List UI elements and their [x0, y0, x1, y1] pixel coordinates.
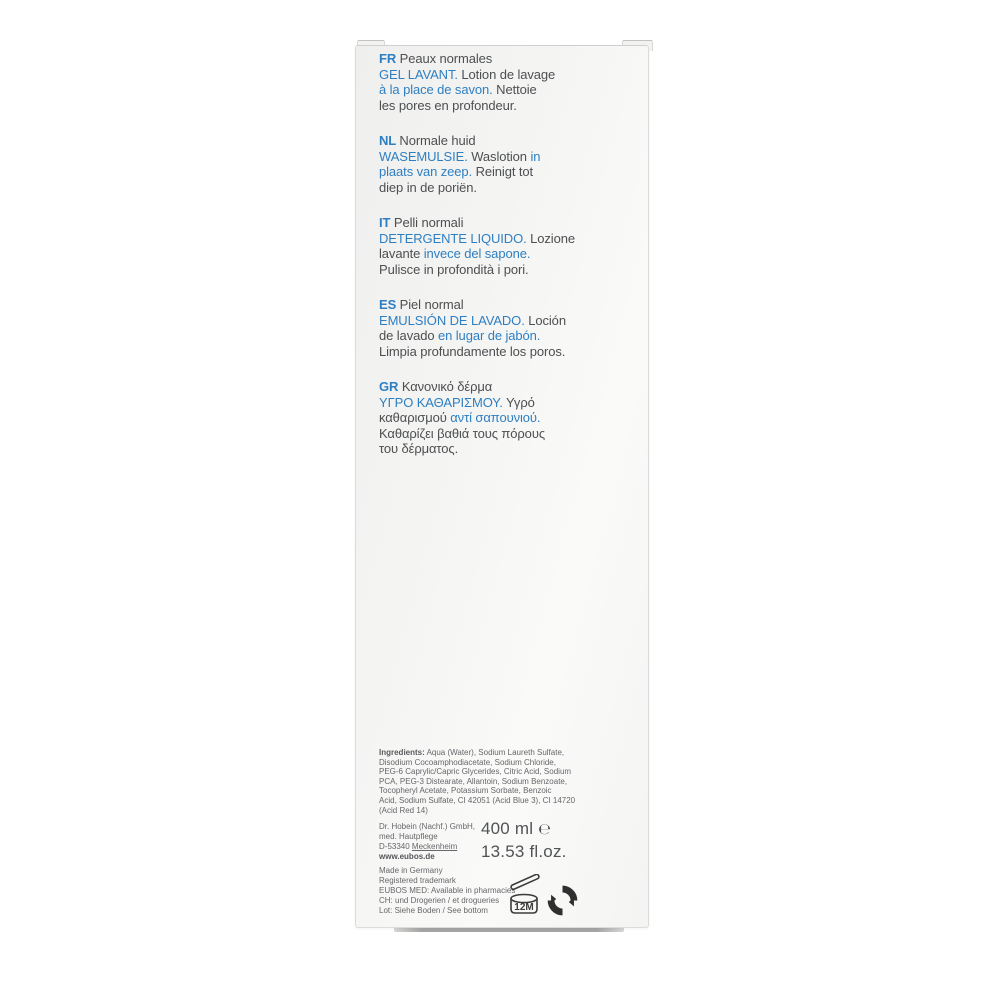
manufacturer-city-name: Meckenheim [411, 841, 458, 851]
footer-line: Lot: Siehe Boden / See bottom [379, 905, 488, 915]
manufacturer-address [379, 822, 475, 862]
ingredients-line: Disodium Cocoamphodiacetate, Sodium Chloride, [379, 757, 556, 767]
text-line [379, 231, 594, 247]
text-segment: Lotion de lavage [461, 66, 556, 82]
manufacturer-postcode: D-53340 [379, 841, 412, 851]
text-line [379, 246, 594, 262]
text-segment: DETERGENTE LIQUIDO. [379, 230, 531, 246]
language-code: ES [379, 297, 400, 312]
text-line [379, 426, 594, 442]
language-code: GR [379, 379, 402, 394]
language-block-es [379, 297, 594, 359]
ingredients-label: Ingredients: [379, 748, 425, 757]
ingredients-line: Acid, Sodium Sulfate, CI 42051 (Acid Blue 3), CI 14720 [379, 795, 576, 805]
ingredients-text: Aqua (Water), Sodium Laureth Sulfate, [424, 748, 565, 757]
manufacturer-name: Dr. Hobein (Nachf.) GmbH, [379, 822, 476, 831]
text-segment: Nettoie [496, 82, 537, 97]
language-code: NL [379, 133, 400, 148]
text-line [379, 297, 594, 313]
footer-line: Registered trademark [379, 875, 456, 885]
ingredients-section [379, 748, 589, 815]
text-segment: WASEMULSIE. [379, 148, 472, 164]
text-segment: Limpia profundamente los poros. [379, 343, 566, 359]
language-blocks [379, 51, 594, 477]
volume-metric [481, 818, 567, 841]
text-segment: Waslotion [471, 148, 531, 164]
text-segment: les pores en profondeur. [379, 97, 517, 113]
text-line [379, 51, 594, 67]
text-segment: Κανονικό δέρμα [401, 379, 493, 394]
text-segment: lavante [379, 246, 424, 261]
estimated-sign: ℮ [538, 820, 552, 838]
text-line [379, 441, 594, 457]
text-segment: Peaux normales [399, 51, 493, 66]
text-segment: de lavado [379, 328, 438, 343]
text-segment: Piel normal [399, 297, 464, 312]
footer-small-print [379, 866, 515, 916]
manufacturer-dept: med. Hautpflege [379, 831, 438, 841]
text-segment: Lozione [530, 230, 575, 246]
text-segment: invece del sapone. [423, 246, 531, 261]
language-block-it [379, 215, 594, 277]
text-segment: ΥΓΡΟ ΚΑΘΑΡΙΣΜΟΥ. [379, 394, 506, 410]
text-segment: Loción [528, 312, 566, 328]
text-line [379, 133, 594, 149]
text-segment: Υγρό [505, 394, 535, 410]
text-segment: EMULSIÓN DE LAVADO. [379, 312, 529, 328]
text-line [379, 180, 594, 196]
text-segment: αντί σαπουνιού. [450, 410, 541, 425]
green-dot-recycling-icon [547, 885, 578, 916]
language-block-gr [379, 379, 594, 457]
ingredients-line: (Acid Red 14) [379, 805, 428, 815]
text-line [379, 379, 594, 395]
text-segment: Pulisce in profondità i pori. [379, 261, 529, 277]
text-line [379, 98, 594, 114]
ingredients-line: PEG-6 Caprylic/Capric Glycerides, Citric Acid, Sodium [379, 767, 572, 777]
text-line [379, 67, 594, 83]
text-line [379, 215, 594, 231]
text-segment: Καθαρίζει βαθιά τους πόρους [379, 425, 545, 441]
svg-text:12M: 12M [514, 902, 534, 913]
ingredients-line: PCA, PEG-3 Distearate, Allantoin, Sodium Benzoate, [379, 776, 568, 786]
text-segment: à la place de savon. [379, 82, 497, 97]
text-segment: Reinigt tot [475, 164, 534, 179]
footer-line: Made in Germany [379, 866, 443, 875]
text-line [379, 410, 594, 426]
text-segment: diep in de poriën. [379, 179, 477, 195]
product-box-back-panel [355, 45, 649, 928]
text-segment: Pelli normali [393, 215, 464, 230]
text-segment: plaats van zeep. [379, 164, 476, 179]
period-after-opening-icon [506, 874, 542, 916]
text-segment: Normale huid [399, 133, 476, 148]
text-segment: in [530, 148, 541, 164]
text-segment: καθαρισμού [379, 410, 451, 425]
text-segment: en lugar de jabón. [438, 328, 541, 343]
volume-section [481, 818, 567, 862]
text-line [379, 395, 594, 411]
text-line [379, 164, 594, 180]
text-segment: GEL LAVANT. [379, 66, 462, 82]
volume-amount: 400 ml [481, 819, 534, 838]
manufacturer-city [379, 842, 475, 852]
text-line [379, 328, 594, 344]
ingredients-line: Tocopheryl Acetate, Potassium Sorbate, Benzoic [379, 786, 552, 796]
language-block-fr [379, 51, 594, 113]
footer-line: CH: und Drogerien / et drogueries [379, 895, 500, 905]
manufacturer-website: www.eubos.de [379, 851, 435, 861]
volume-imperial: 13.53 fl.oz. [481, 841, 567, 861]
footer-line: EUBOS MED: Available in pharmacies [379, 885, 516, 895]
language-code: FR [379, 51, 400, 66]
language-code: IT [379, 215, 394, 230]
language-block-nl [379, 133, 594, 195]
footer-icons [506, 874, 578, 916]
text-line [379, 262, 594, 278]
text-line [379, 344, 594, 360]
text-line [379, 149, 594, 165]
text-line [379, 313, 594, 329]
ingredients-first-line [379, 748, 589, 758]
text-segment: του δέρματος. [379, 441, 459, 456]
text-line [379, 82, 594, 98]
ingredients-lines [379, 758, 589, 816]
